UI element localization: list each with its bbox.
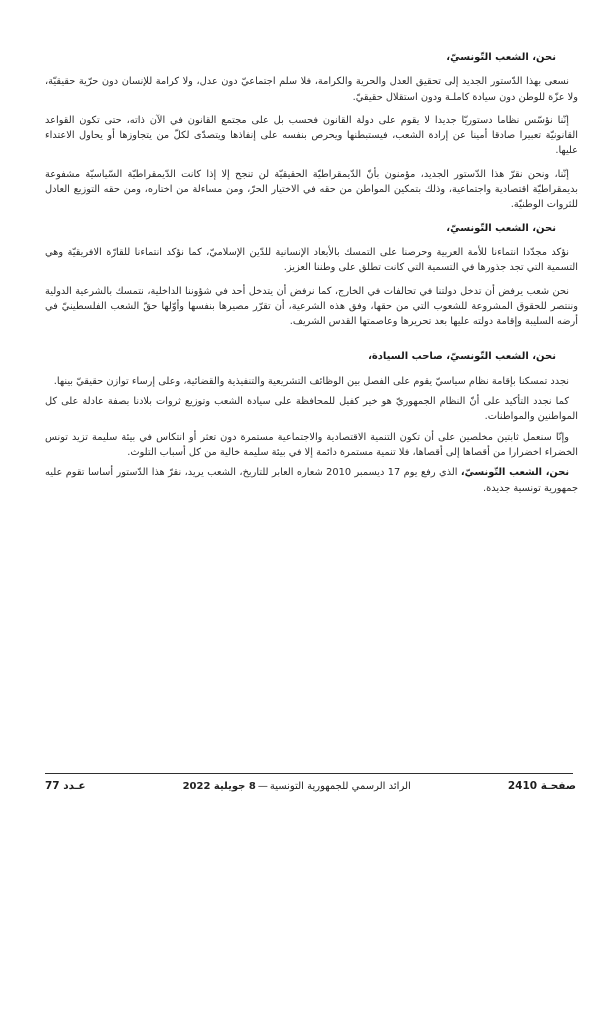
preamble-paragraph-7: كما نجدد التأكيد على أنّ النظام الجمهوريّ هو خير كفيل للمحافظة على سيادة الشعب وتوزيع ثروات بلادنا بصفة عادلة على كل المواطنين والمواطنات. bbox=[45, 396, 578, 423]
preamble-paragraph-1: نسعى بهذا الدّستور الجديد إلى تحقيق العدل والحرية والكرامة، فلا سلم اجتماعيّ دون عدل، ولا كرامة للإنسان دون حرّية حقيقيّة، ولا عزّة للوطن دون سيادة كاملـة ودون استقلال حقيقيّ. bbox=[45, 76, 578, 103]
preamble-paragraph-6: نجدد تمسكنا بإقامة نظام سياسيّ يقوم على الفصل بين الوظائف التشريعية والتنفيذية والقضائية، وعلى إرساء توازن حقيقيّ بينها. bbox=[53, 375, 569, 387]
preamble-closing-paragraph bbox=[45, 465, 578, 496]
preamble-paragraph-5: نحن شعب يرفض أن تدخل دولتنا في تحالفات في الخارج، كما نرفض أن يتدخل أحد في شؤوننا الداخلية، نتمسك بالشرعية الدولية وننتصر للحقوق المشروعة للشعوب التي من حقها، وفق هذه الشرعية، أن تقرّر مصيرها بنفسها وأوّلها حقّ الشعب الفلسطينيّ في أرضه السليبة وإقامة دولته عليها بعد تحريرها وعاصمتها القدس الشريف. bbox=[45, 285, 578, 328]
footer-divider bbox=[45, 773, 573, 774]
footer-dash: — bbox=[257, 781, 268, 792]
footer-issue-number: عـدد 77 bbox=[45, 780, 86, 792]
closing-paragraph-lead: نحن، الشعب التّونسيّ، bbox=[460, 467, 569, 479]
footer-gazette-title bbox=[183, 781, 411, 792]
closing-paragraph-text: الذي رفع يوم 17 ديسمبر 2010 شعاره العابر للتاريخ، الشعب يريد، نقرّ هذا الدّستور أساسا تقوم عليه جمهورية تونسية جديدة. bbox=[45, 467, 578, 494]
page-footer bbox=[45, 780, 576, 792]
preamble-heading-1: نحن، الشعب التّونسيّ، bbox=[446, 52, 556, 63]
constitution-preamble bbox=[45, 50, 578, 501]
preamble-paragraph-3: إنّنا، ونحن نقرّ هذا الدّستور الجديد، مؤمنون بأنّ الدّيمقراطيّة الحقيقيّة لن تنجح إلا إذا كانت الدّيمقراطيّة السّياسيّة مشفوعة بديمقراطيّة اقتصادية واجتماعية، وذلك بتمكين المواطن من حقه في الاختيار الحرّ، ومن مساءلة من اختاره، ومن حقه التوزيع العادل للثروات الوطنيّة. bbox=[45, 168, 578, 211]
preamble-heading-2: نحن، الشعب التّونسيّ، bbox=[446, 222, 556, 234]
preamble-heading-3: نحن، الشعب التّونسيّ، صاحب السيادة، bbox=[368, 351, 556, 363]
preamble-paragraph-4: نؤكد مجدّدا انتماءنا للأمة العربية وحرصنا على التمسك بالأبعاد الإنسانية للدّين الإسلاميّ، كما نؤكد انتماءنا للقارّة الافريقيّة وهي التسمية التي تجد جذورها في التسمية التي كانت تطلق على وطننا العزيز. bbox=[45, 246, 578, 274]
footer-page-number: صفحـة 2410 bbox=[507, 780, 576, 792]
gazette-name: الرائد الرسمي للجمهورية التونسية bbox=[269, 781, 411, 792]
gazette-date: 8 جويلية 2022 bbox=[182, 781, 256, 792]
preamble-paragraph-2: إنّنا نؤسّس نظاما دستوريّا جديدا لا يقوم على دولة القانون فحسب بل على مجتمع القانون في الآن ذاته، حتى تكون القواعد القانونيّة تعبيرا صادقا أمينا عن إرادة الشعب، فيستبطنها ويحرص بنفسه على إنفاذها ويتصدّى لكلّ من يتجاوزها أو يحاول الاعتداء عليها. bbox=[45, 114, 578, 157]
preamble-paragraph-8: وإنّا سنعمل ثابتين مخلصين على أن تكون التنمية الاقتصادية والاجتماعية مستمرة دون تعثر أو انتكاس في بيئة سليمة تزيد تونس الخضراء اخضرارا من أقصاها إلى أقصاها، فلا تنمية مستمرة دائمة إلا في بيئة سليمة خالية من كل أسباب التلوث. bbox=[45, 431, 578, 458]
